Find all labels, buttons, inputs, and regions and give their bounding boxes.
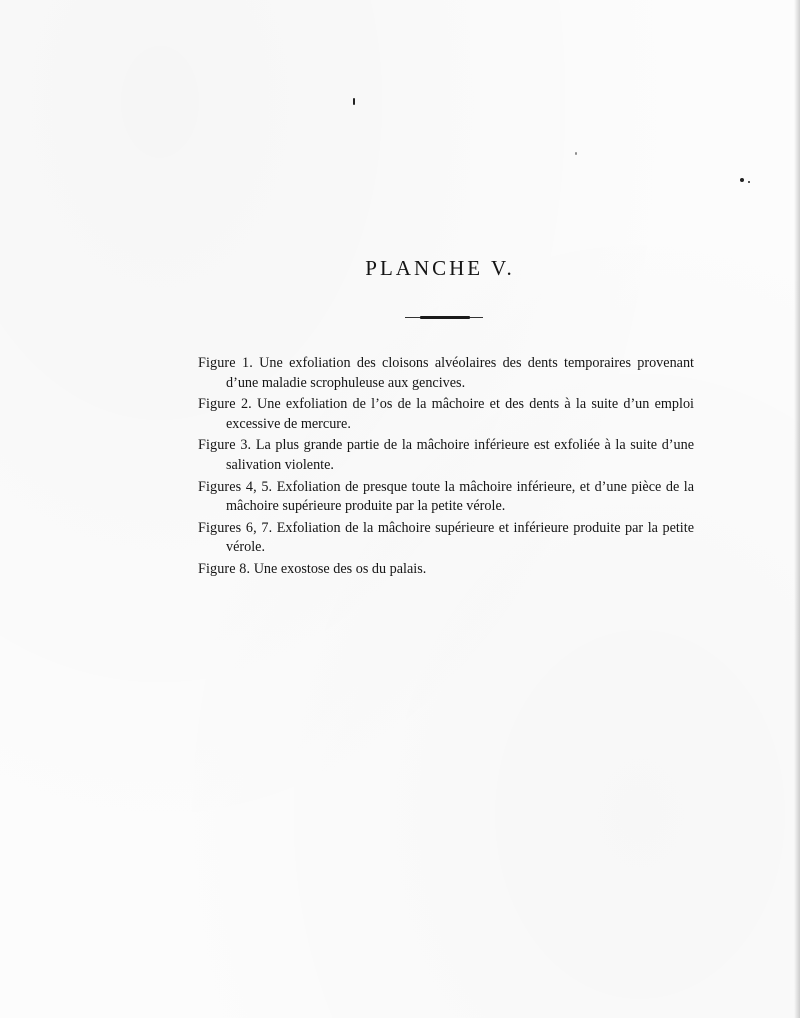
page-edge-shadow [794, 0, 800, 1018]
figure-caption [198, 436, 694, 475]
title-divider-thick-line [420, 316, 470, 319]
print-speck [575, 152, 577, 155]
figure-description: Exfoliation de la mâchoire supérieure et inférieure produite par la petite vérole. [226, 519, 694, 556]
figure-label: Figure 1. [198, 355, 253, 371]
print-speck [353, 98, 355, 105]
figure-label: Figure 3. [198, 437, 252, 454]
figure-caption [198, 519, 694, 558]
figure-label: Figure 2. [198, 396, 252, 413]
figure-caption [198, 478, 694, 517]
figure-caption-list [198, 354, 694, 582]
figure-description: Exfoliation de presque toute la mâchoire inférieure, et d’une pièce de la mâchoire supérieure produite par la petite vérole. [226, 478, 695, 515]
print-speck [740, 178, 744, 182]
figure-description: Une exostose des os du palais. [253, 560, 427, 577]
plate-title: PLANCHE V. [365, 256, 515, 280]
figure-caption [198, 395, 694, 434]
figure-caption [198, 560, 694, 580]
figure-label: Figure 8. [198, 560, 251, 577]
figure-description: La plus grande partie de la mâchoire inférieure est exfoliée à la suite d’une salivation violente. [226, 437, 694, 473]
figure-caption [198, 354, 694, 393]
figure-description: Une exfoliation de l’os de la mâchoire et des dents à la suite d’un emploi excessive de mercure. [226, 396, 694, 432]
figure-description: Une exfoliation des cloisons alvéolaires des dents temporaires provenant d’une maladie scrophuleuse aux gencives. [226, 355, 694, 391]
title-divider [405, 316, 483, 319]
figure-label: Figures 6, 7. [198, 519, 273, 536]
print-speck [748, 181, 750, 183]
figure-label: Figures 4, 5. [198, 478, 273, 495]
